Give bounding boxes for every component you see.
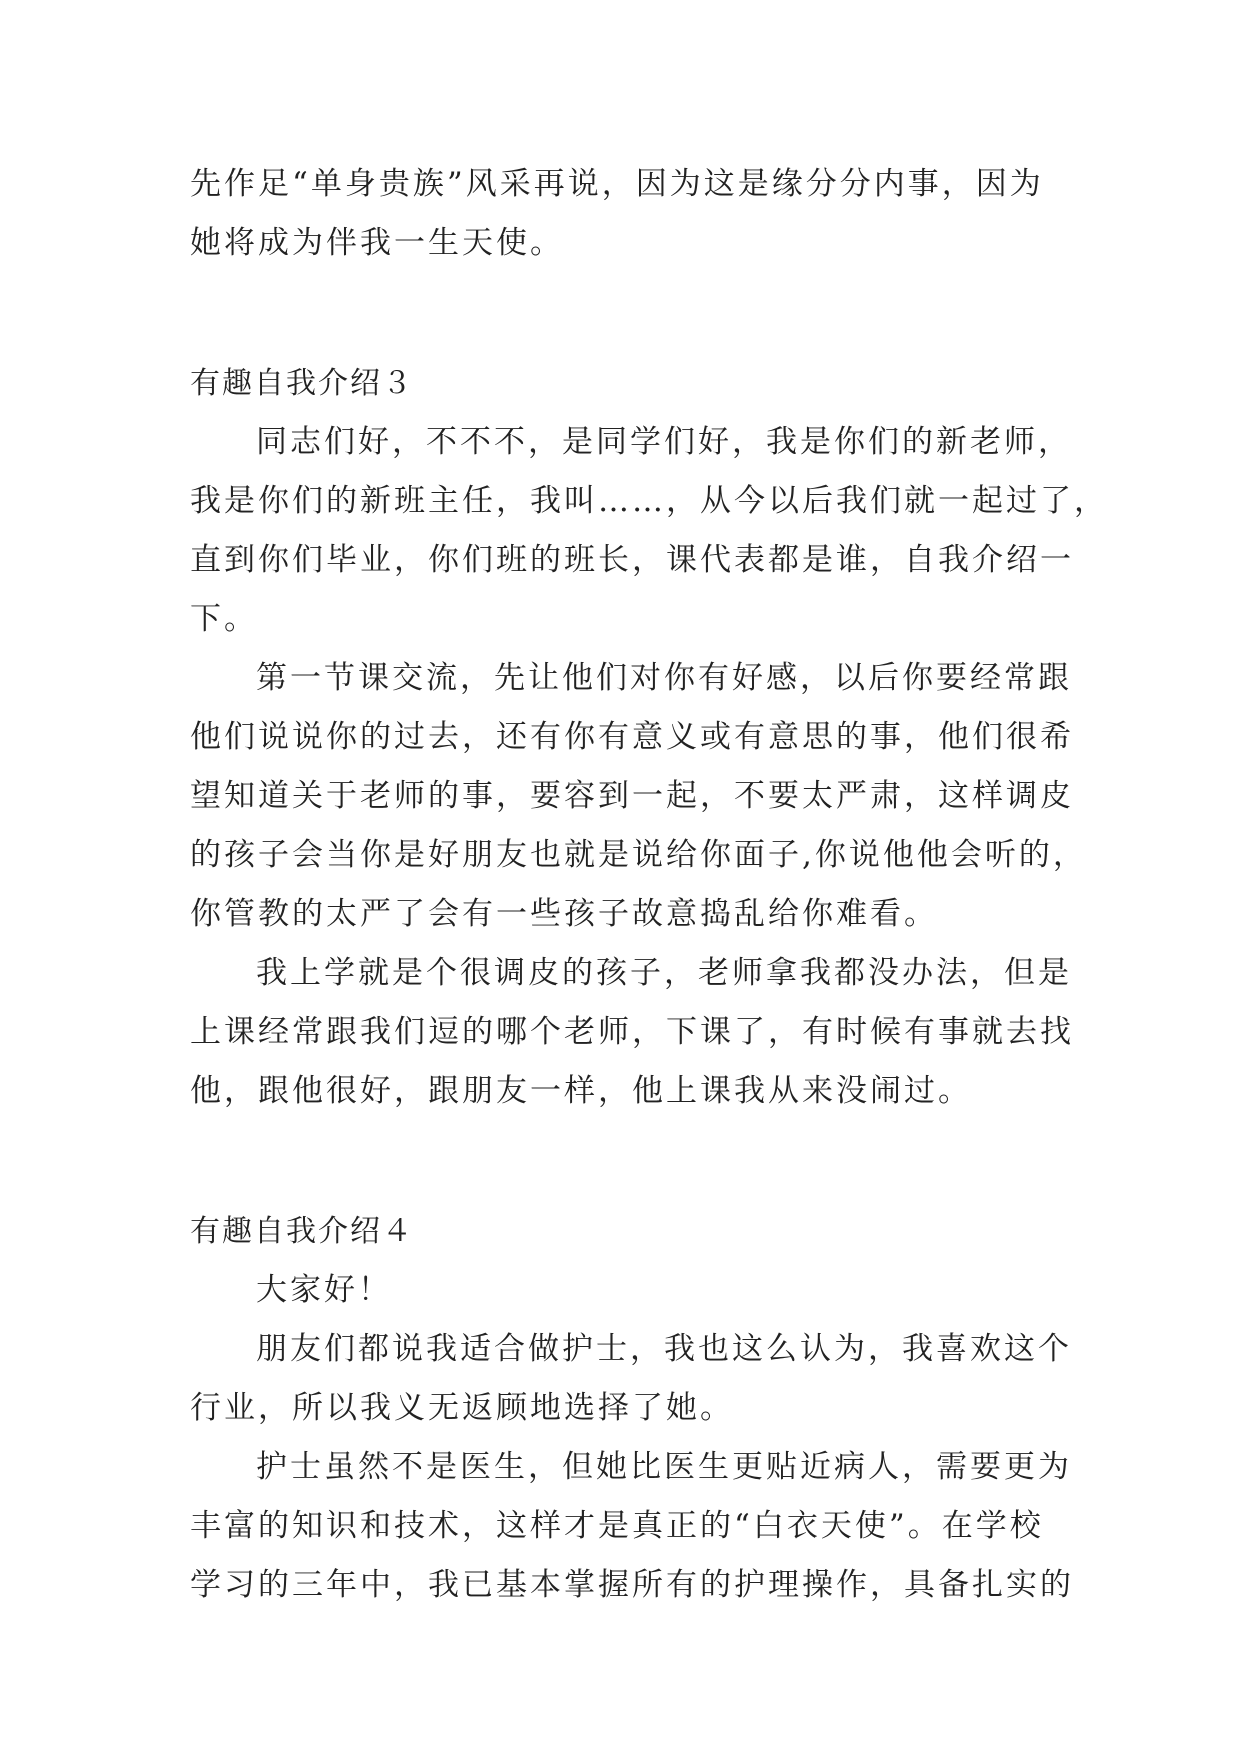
section-3 (190, 354, 1108, 1121)
paragraph-line: 护士虽然不是医生，但她比医生更贴近病人，需要更为 (256, 1449, 1072, 1485)
paragraph-line: 学习的三年中，我已基本掌握所有的护理操作，具备扎实的 (190, 1567, 1074, 1603)
paragraph-line: 的孩子会当你是好朋友也就是说给你面子,你说他他会听的， (190, 837, 1087, 873)
paragraph-line: 朋友们都说我适合做护士，我也这么认为，我喜欢这个 (256, 1331, 1072, 1367)
paragraph-line: 望知道关于老师的事，要容到一起，不要太严肃，这样调皮 (190, 778, 1074, 814)
paragraph-line: 下。 (190, 601, 258, 637)
paragraph-line: 她将成为伴我一生天使。 (190, 225, 564, 261)
section-3-paragraph-1 (190, 413, 1108, 649)
paragraph-line: 直到你们毕业，你们班的班长，课代表都是谁，自我介绍一 (190, 542, 1074, 578)
paragraph-line: 大家好！ (256, 1272, 392, 1308)
section-4-paragraph-1 (190, 1261, 1070, 1320)
paragraph-line: 我上学就是个很调皮的孩子，老师拿我都没办法，但是 (256, 955, 1072, 991)
paragraph-line: 他，跟他很好，跟朋友一样，他上课我从来没闹过。 (190, 1073, 972, 1109)
paragraph-line: 先作足“单身贵族”风采再说，因为这是缘分分内事，因为 (190, 166, 1044, 202)
section-4-heading: 有趣自我介绍４ (190, 1214, 414, 1249)
paragraph-line: 行业，所以我义无返顾地选择了她。 (190, 1390, 734, 1426)
section-3-paragraph-2 (190, 649, 1087, 944)
paragraph-line: 同志们好，不不不，是同学们好，我是你们的新老师， (256, 424, 1072, 460)
section-3-paragraph-3 (190, 944, 1074, 1121)
section-4-paragraph-2 (190, 1320, 1070, 1438)
paragraph-line: 你管教的太严了会有一些孩子故意捣乱给你难看。 (190, 896, 938, 932)
paragraph-line: 我是你们的新班主任，我叫……，从今以后我们就一起过了， (190, 483, 1108, 519)
document-page (190, 155, 1108, 1615)
paragraph-line: 他们说说你的过去，还有你有意义或有意思的事，他们很希 (190, 719, 1074, 755)
paragraph-line: 上课经常跟我们逗的哪个老师，下课了，有时候有事就去找 (190, 1014, 1074, 1050)
intro-continuation-paragraph (190, 155, 1070, 273)
section-4-paragraph-3 (190, 1438, 1074, 1615)
section-4 (190, 1202, 1074, 1615)
paragraph-line: 丰富的知识和技术，这样才是真正的“白衣天使”。在学校 (190, 1508, 1044, 1544)
paragraph-line: 第一节课交流，先让他们对你有好感，以后你要经常跟 (256, 660, 1072, 696)
section-3-heading: 有趣自我介绍３ (190, 366, 414, 401)
